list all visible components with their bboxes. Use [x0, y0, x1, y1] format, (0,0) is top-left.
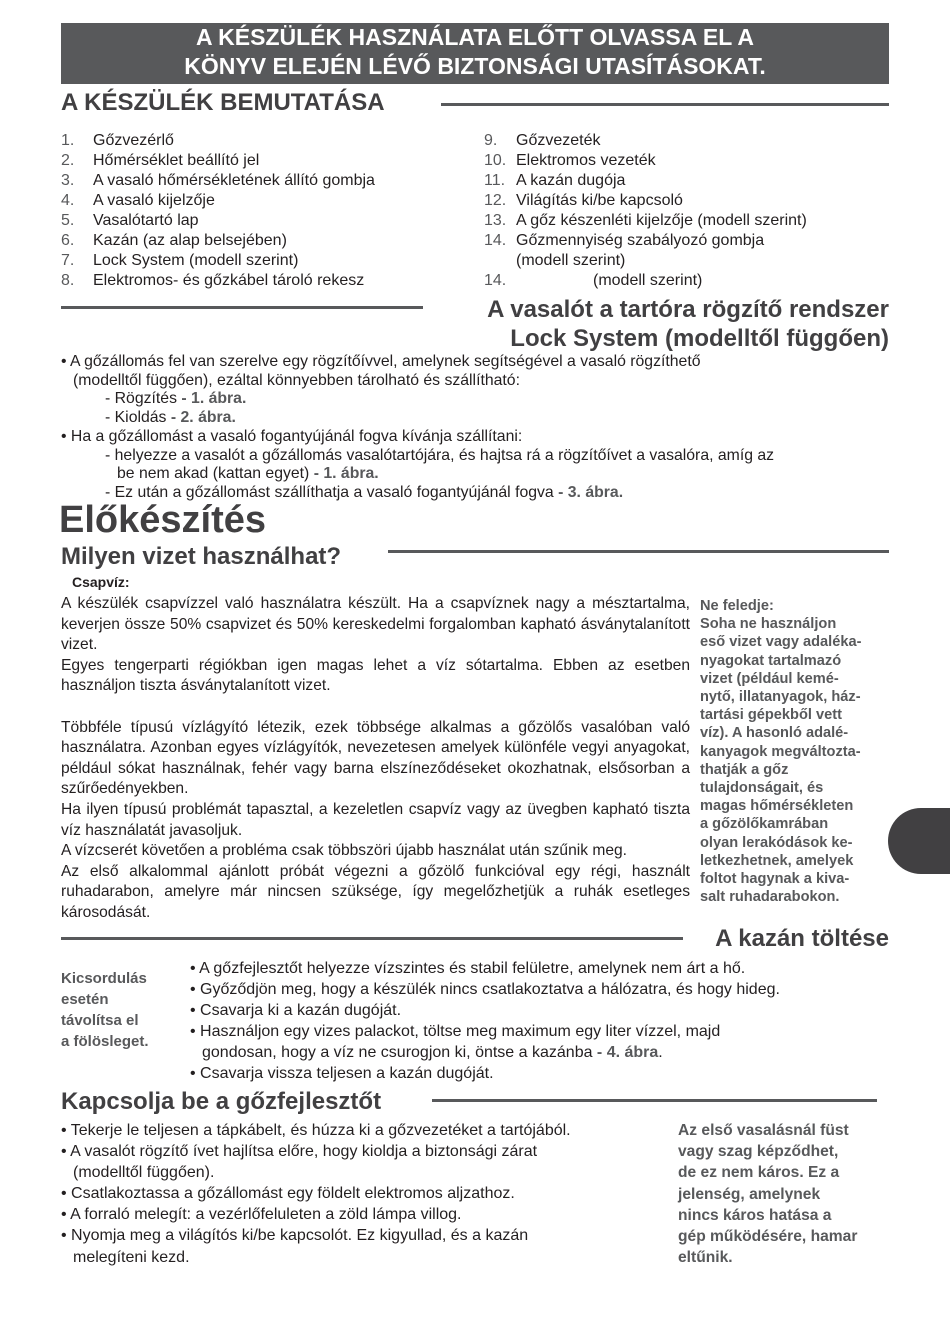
intro-heading: A KÉSZÜLÉK BEMUTATÁSA	[61, 89, 385, 116]
banner-line-1: A KÉSZÜLÉK HASZNÁLATA ELŐTT OLVASSA EL A	[196, 24, 754, 50]
parts-list-left	[61, 131, 375, 291]
figure-reference: - 4. ábra	[592, 1044, 659, 1061]
power-step-cont: melegíteni kezd.	[73, 1248, 190, 1266]
list-item: 7. Lock System (modell szerint)	[61, 252, 299, 269]
list-item: 4. A vasaló kijelzője	[61, 192, 215, 209]
power-step: • Nyomja meg a világítós ki/be kapcsolót. Ez kigyullad, és a kazán	[61, 1227, 529, 1245]
list-item: 3. A vasaló hőmérsékletének állító gombja	[61, 172, 375, 189]
power-heading: Kapcsolja be a gőzfejlesztőt	[61, 1088, 382, 1115]
water-paragraph: Ha ilyen típusú problémát tapasztal, a kezeletlen csapvíz vagy az üvegben kapható tiszta víz használatát javasoljuk.	[61, 800, 690, 839]
fill-step: • Győződjön meg, hogy a készülék nincs csatlakoztatva a hálózatra, és hogy hideg.	[190, 981, 780, 998]
fill-step: • Csavarja ki a kazán dugóját.	[190, 1002, 402, 1019]
lock-sub-item: - Ez után a gőzállomást szállíthatja a vasaló fogantyújánál fogva - 3. ábra.	[105, 483, 624, 501]
lock-bullet-1: • A gőzállomás fel van szerelve egy rögzítőívvel, amelynek segítségével a vasaló rögzíthető	[61, 353, 701, 370]
water-heading: Milyen vizet használhat?	[61, 543, 342, 570]
list-item: 2. Hőmérséklet beállító jel	[61, 152, 260, 169]
list-item: 11. A kazán dugója	[484, 172, 626, 189]
power-step-cont: (modelltől függően).	[73, 1164, 215, 1182]
safety-banner	[61, 23, 889, 84]
power-heading-rule	[432, 1099, 877, 1102]
list-item: 1. Gőzvezérlő	[61, 132, 174, 149]
lock-sub-item: - Rögzítés - 1. ábra.	[105, 390, 247, 408]
fill-steps	[190, 958, 890, 1084]
section-tab-marker	[888, 808, 950, 874]
fill-heading-rule	[61, 937, 683, 940]
water-warning-note: Ne feledje: Soha ne használjon eső vizet vagy adaléka- nyagokat tartalmazó vizet (például kemé- nytő, illatanyagok, ház- tartási gépekből vett víz). A hasonló adalé- kanyagok megváltozta- thatják a gőz tulajdonságait, és magas hőmérsékleten a gőzölőkamrában olyan lerakódások ke- letkezhetnek, amelyek foltot hagynak a kiva- salt ruhadarabokon.	[700, 598, 862, 906]
list-item: 14. Gőzmennyiség szabályozó gombja	[484, 232, 765, 249]
list-item: 9. Gőzvezeték	[484, 132, 601, 149]
list-item: 5. Vasalótartó lap	[61, 212, 199, 229]
fill-step: • A gőzfejlesztőt helyezze vízszintes és stabil felületre, amelynek nem árt a hő.	[190, 960, 746, 977]
lock-heading	[487, 295, 889, 353]
lock-text	[61, 353, 891, 503]
lock-bullet-1-cont: (modelltől függően), ezáltal könnyebben tárolható és szállítható:	[73, 371, 520, 389]
power-step: • Csatlakoztassa a gőzállomást egy földelt elektromos aljzathoz.	[61, 1185, 515, 1203]
figure-reference: - 2. ábra.	[166, 409, 236, 427]
lock-heading-rule	[61, 306, 423, 309]
spill-note: Kicsordulás esetén távolítsa el a fölösleget.	[61, 970, 149, 1050]
list-item: (modell szerint)	[516, 252, 626, 269]
water-text	[61, 594, 690, 924]
list-item: 10. Elektromos vezeték	[484, 152, 656, 169]
fill-step: • Csavarja vissza teljesen a kazán dugóját.	[190, 1065, 494, 1082]
water-paragraph: Többféle típusú vízlágyító létezik, ezek többsége alkalmas a gőzölős vasalóban való használatra. Azonban egyes vízlágyítók, nevezetesen amelyek különféle vegyi anyagokat, például sókat használnak, fehér vagy barna elszíneződéseket okozhatnak, elsősorban a szűrőedényekben.	[61, 718, 690, 798]
power-step: • A forraló melegít: a vezérlőfeluleten a zöld lámpa villog.	[61, 1206, 462, 1224]
preparation-title: Előkészítés	[59, 499, 266, 541]
water-paragraph: A készülék csapvízzel való használatra készült. Ha a csapvíznek nagy a mésztartalma, keverjen össze 50% csapvizet és 50% kereskedelmi forgalomban kapható ásványtalanított vizet.	[61, 595, 690, 654]
water-heading-rule	[388, 550, 889, 553]
list-item: 13. A gőz készenléti kijelzője (modell szerint)	[484, 212, 807, 229]
fill-step-cont: gondosan, hogy a víz ne csurogjon ki, öntse a kazánba - 4. ábra.	[202, 1044, 663, 1061]
fill-step: • Használjon egy vizes palackot, töltse meg maximum egy liter vízzel, majd	[190, 1023, 721, 1040]
lock-bullet-2: • Ha a gőzállomást a vasaló fogantyújánál fogva kívánja szállítani:	[61, 427, 523, 445]
first-use-note: Az első vasalásnál füst vagy szag képződhet, de ez nem káros. Ez a jelenség, amelynek nincs káros hatása a gép működésére, hamar eltűnik.	[678, 1122, 858, 1267]
figure-reference: - 3. ábra.	[553, 483, 624, 501]
power-step: • Tekerje le teljesen a tápkábelt, és húzza ki a gőzvezetéket a tartójából.	[61, 1122, 571, 1139]
lock-heading-line-1: A vasalót a tartóra rögzítő rendszer	[487, 296, 889, 323]
lock-sub-item: - Kioldás - 2. ábra.	[105, 409, 236, 427]
lock-sub-item: - helyezze a vasalót a gőzállomás vasalótartójára, és hajtsa rá a rögzítőívet a vasalóra, amíg az	[105, 446, 775, 464]
fill-heading: A kazán töltése	[715, 925, 889, 952]
list-item: 14. (modell szerint)	[484, 272, 703, 289]
water-paragraph: A vízcserét követően a probléma csak többszöri újabb használat után szűnik meg.	[61, 842, 628, 860]
lock-heading-line-2: Lock System (modelltől függően)	[510, 325, 889, 352]
power-step: • A vasalót rögzítő ívet hajlítsa előre, hogy kioldja a biztonsági zárat	[61, 1143, 538, 1161]
list-item: 12. Világítás ki/be kapcsoló	[484, 192, 683, 209]
power-steps	[61, 1120, 671, 1268]
water-paragraph: Egyes tengerparti régiókban igen magas lehet a víz sótartalma. Ebben az esetben használjon tiszta ásványtalanított vizet.	[61, 656, 690, 695]
figure-reference: - 1. ábra.	[309, 465, 379, 483]
water-paragraph: Az első alkalommal ajánlott próbát végezni a gőzölő funkcióval egy régi, használt ruhadarabon, amelyre már nincsen szüksége, így megelőzhetjük a ruhák esetleges károsodását.	[61, 862, 690, 921]
banner-line-2: KÖNYV ELEJÉN LÉVŐ BIZTONSÁGI UTASÍTÁSOKAT.	[184, 53, 766, 79]
intro-heading-rule	[441, 103, 889, 106]
parts-list-right	[484, 131, 807, 291]
figure-reference: - 1. ábra.	[177, 390, 247, 408]
tap-water-label: Csapvíz:	[72, 574, 130, 590]
list-item: 6. Kazán (az alap belsejében)	[61, 232, 287, 249]
list-item: 8. Elektromos- és gőzkábel tároló rekesz	[61, 272, 365, 289]
lock-sub-item-cont: be nem akad (kattan egyet) - 1. ábra.	[117, 465, 379, 483]
